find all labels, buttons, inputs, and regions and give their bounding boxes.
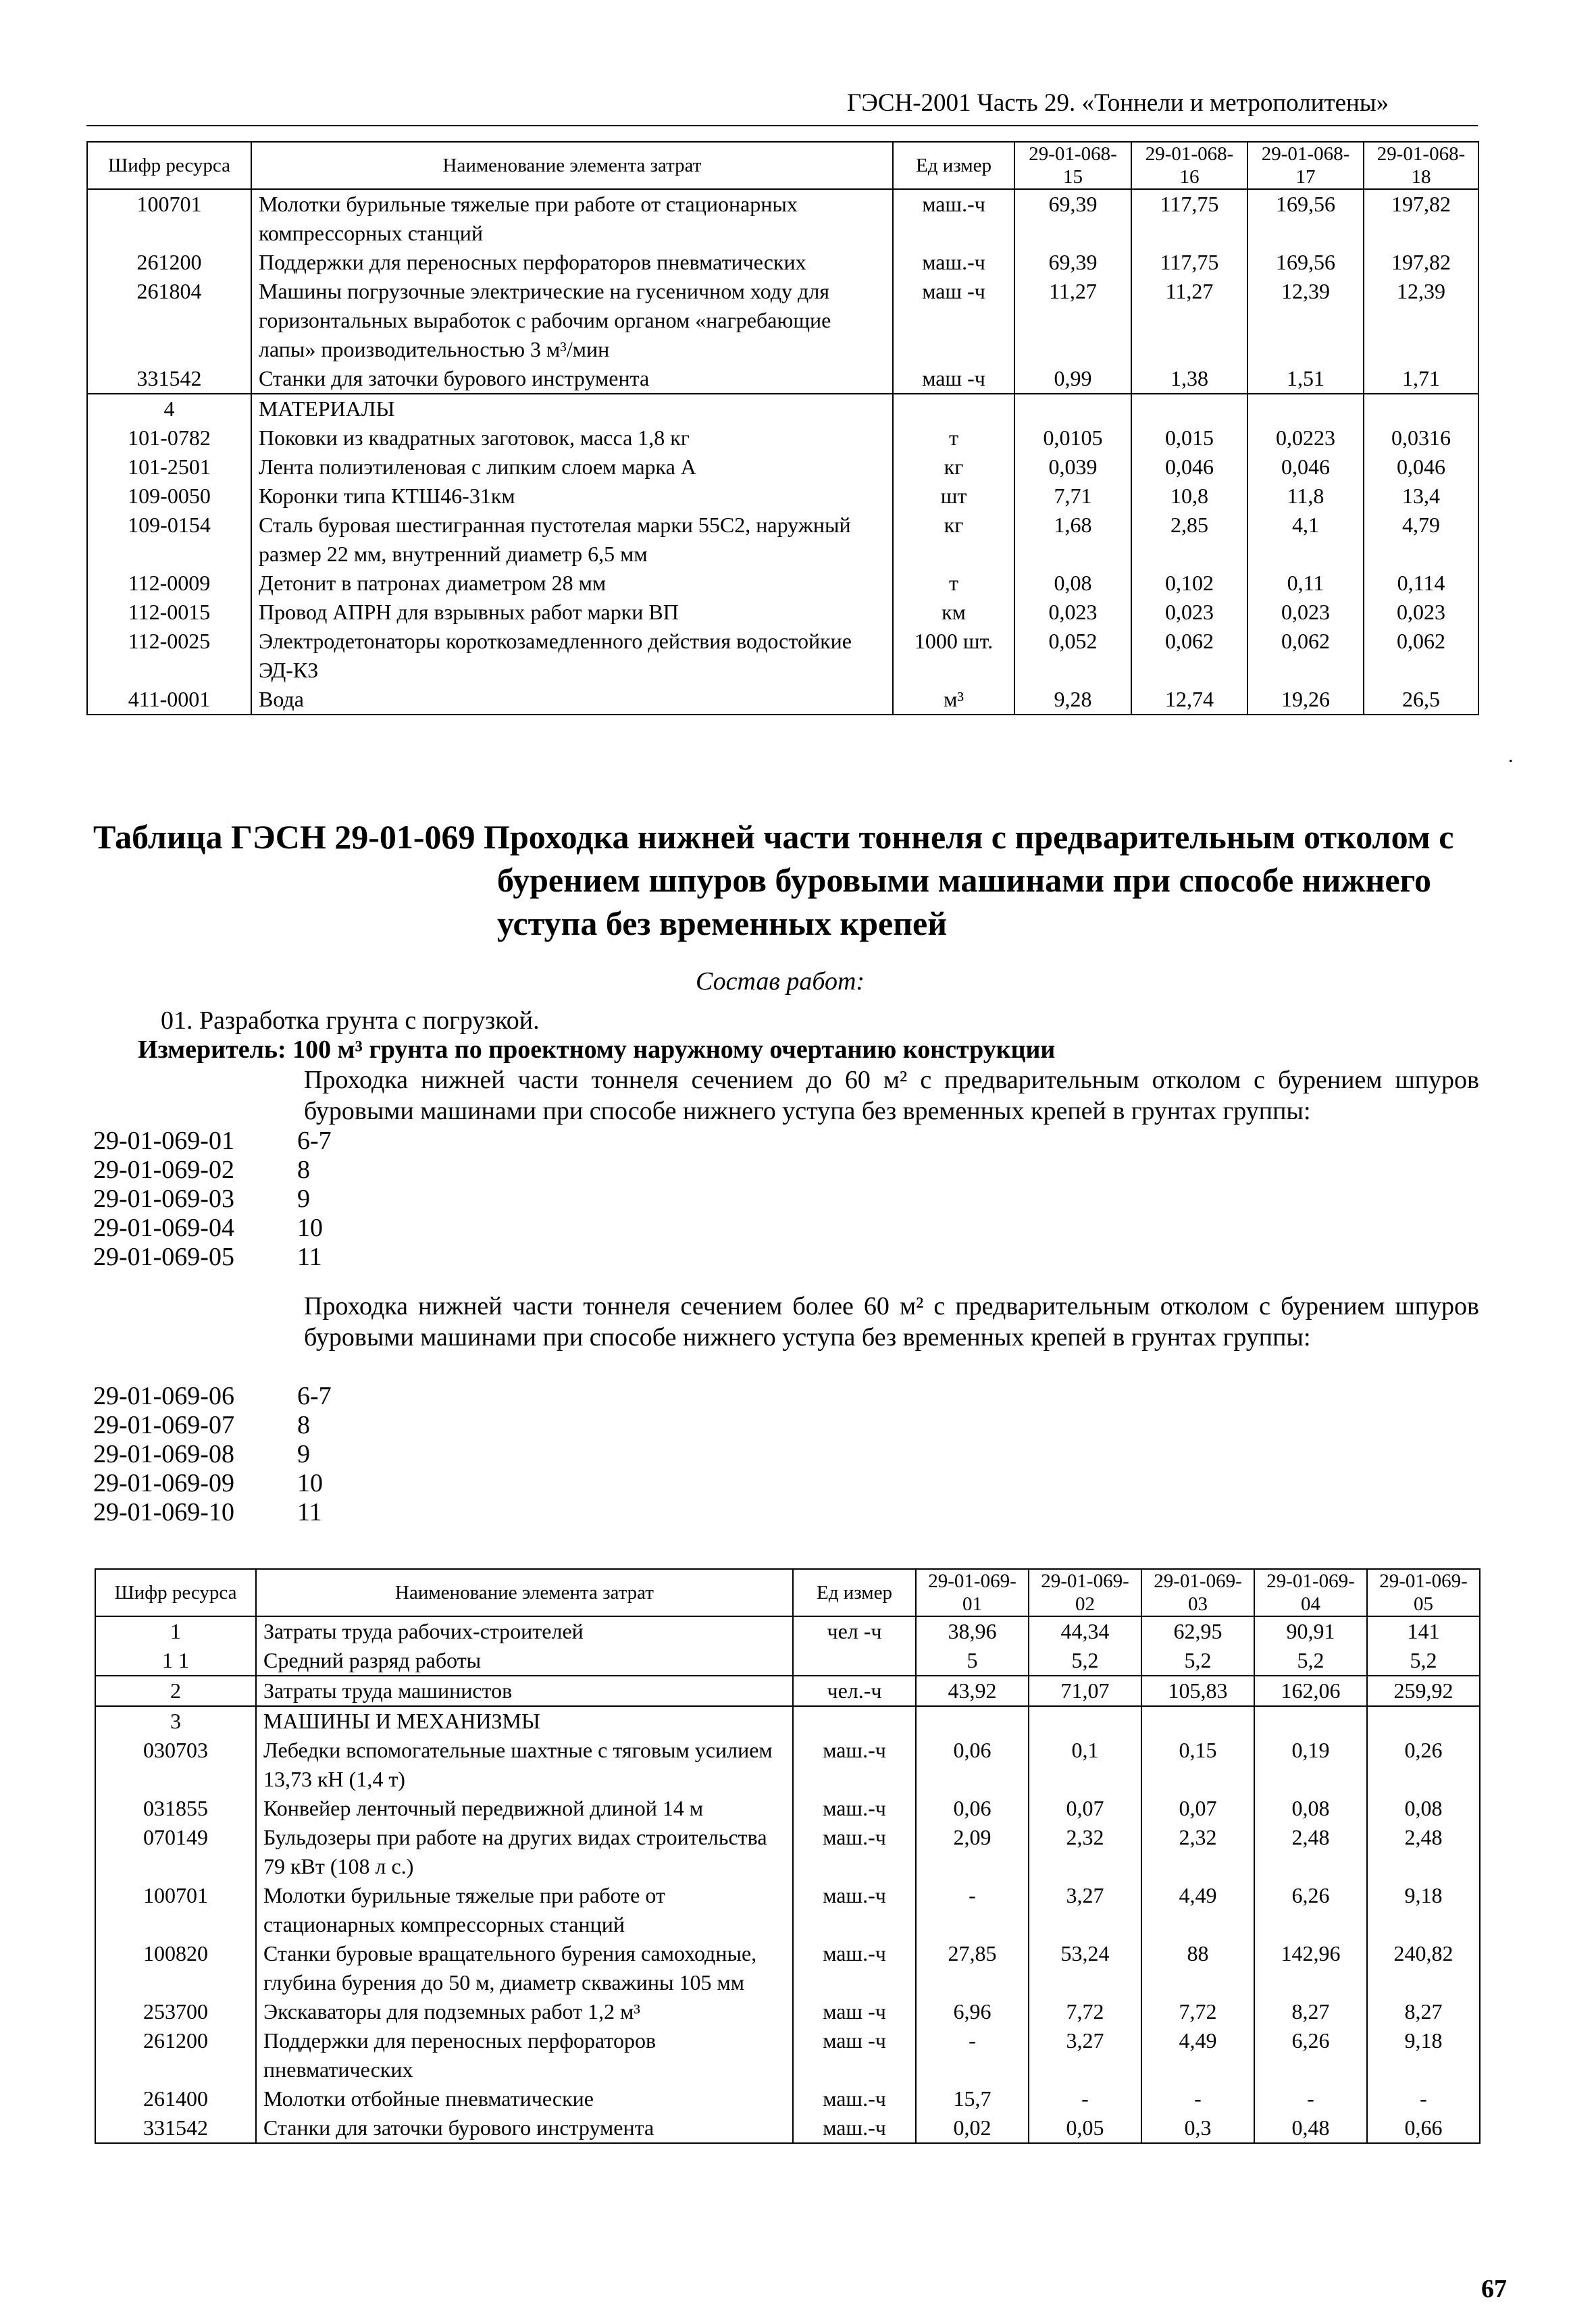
resource-value: 0,023 [1131, 598, 1247, 627]
resource-value: 9,18 [1367, 2026, 1480, 2084]
resource-value: 0,06 [916, 1736, 1029, 1794]
work-item: 01. Разработка грунта с погрузкой. [161, 1006, 540, 1035]
table-row [95, 1823, 1480, 1881]
resource-name: Станки для заточки бурового инструмента [256, 2113, 793, 2143]
table-row [95, 1997, 1480, 2026]
table-row [87, 685, 1478, 715]
resource-value: 0,023 [1247, 598, 1364, 627]
resource-value: 5,2 [1029, 1646, 1141, 1676]
soil-group: 6-7 [297, 1127, 332, 1155]
resource-value: 8,27 [1254, 1997, 1367, 2026]
resource-value: 0,102 [1131, 569, 1247, 598]
resource-value: 0,06 [916, 1794, 1029, 1823]
list-item [93, 1185, 332, 1214]
resource-value: 0,66 [1367, 2113, 1480, 2143]
table-row [87, 423, 1478, 453]
col-header-value: 29-01-069-02 [1029, 1569, 1141, 1616]
resource-value: 0,0105 [1014, 423, 1131, 453]
resource-name: Машины погрузочные электрические на гусеничном ходу для горизонтальных выработок с рабочим органом «нагребающие лапы» производительностью 3 м³/мин [251, 277, 893, 364]
list-item [93, 1440, 332, 1469]
resource-value: 162,06 [1254, 1676, 1367, 1706]
resource-code: 109-0154 [87, 511, 251, 569]
resource-name: Конвейер ленточный передвижной длиной 14 м [256, 1794, 793, 1823]
resource-code: 030703 [95, 1736, 256, 1794]
resource-value: 5,2 [1254, 1646, 1367, 1676]
resource-name: Молотки бурильные тяжелые при работе от стационарных компрессорных станций [251, 189, 893, 248]
resource-value: 240,82 [1367, 1939, 1480, 1997]
norm-code: 29-01-069-03 [93, 1185, 234, 1213]
resource-unit: маш -ч [893, 277, 1014, 364]
resource-value: 1,68 [1014, 511, 1131, 569]
table-row [87, 627, 1478, 685]
col-header-value: 29-01-068-16 [1131, 142, 1247, 189]
resource-unit: маш -ч [793, 2026, 916, 2084]
resource-unit: шт [893, 482, 1014, 511]
table-row [87, 511, 1478, 569]
table-row [95, 1881, 1480, 1939]
soil-group: 6-7 [297, 1382, 332, 1410]
table-row [95, 1736, 1480, 1794]
resource-value: 0,19 [1254, 1736, 1367, 1794]
resource-value: 10,8 [1131, 482, 1247, 511]
resource-unit: маш.-ч [793, 1794, 916, 1823]
resource-value: 117,75 [1131, 189, 1247, 248]
resource-code: 101-2501 [87, 453, 251, 482]
resource-value: 44,34 [1029, 1616, 1141, 1646]
resource-name: Бульдозеры при работе на других видах строительства 79 кВт (108 л с.) [256, 1823, 793, 1881]
table-header-row [95, 1569, 1480, 1616]
resource-value: 26,5 [1364, 685, 1478, 715]
resource-code: 253700 [95, 1997, 256, 2026]
table-row [87, 248, 1478, 277]
resource-value: 2,32 [1029, 1823, 1141, 1881]
resource-value: 2,85 [1131, 511, 1247, 569]
col-header-code: Шифр ресурса [95, 1569, 256, 1616]
resource-code: 112-0015 [87, 598, 251, 627]
resource-value: 0,023 [1364, 598, 1478, 627]
table-row [87, 598, 1478, 627]
resource-value: 1,38 [1131, 364, 1247, 394]
section-code: 3 [95, 1706, 256, 1736]
resource-value: 12,39 [1247, 277, 1364, 364]
table-row [95, 1939, 1480, 1997]
resource-code: 1 [95, 1616, 256, 1646]
resource-code: 261804 [87, 277, 251, 364]
list-item [93, 1411, 332, 1440]
resource-name: Молотки бурильные тяжелые при работе от стационарных компрессорных станций [256, 1881, 793, 1939]
resource-code: 261200 [95, 2026, 256, 2084]
resource-unit: т [893, 423, 1014, 453]
col-header-unit: Ед измер [893, 142, 1014, 189]
resource-value: 11,27 [1014, 277, 1131, 364]
resource-unit: м³ [893, 685, 1014, 715]
resource-value: 0,039 [1014, 453, 1131, 482]
table-row [87, 453, 1478, 482]
resource-value: 2,48 [1254, 1823, 1367, 1881]
section-name: МАШИНЫ И МЕХАНИЗМЫ [256, 1706, 793, 1736]
soil-group: 8 [297, 1411, 310, 1439]
resource-name: Станки буровые вращательного бурения самоходные, глубина бурения до 50 м, диаметр скважины 105 мм [256, 1939, 793, 1997]
resource-code: 101-0782 [87, 423, 251, 453]
section-code: 4 [87, 394, 251, 423]
col-header-name: Наименование элемента затрат [251, 142, 893, 189]
resource-value: 7,72 [1029, 1997, 1141, 2026]
resource-value: 62,95 [1141, 1616, 1254, 1646]
resource-value: 0,07 [1029, 1794, 1141, 1823]
resource-value: 0,26 [1367, 1736, 1480, 1794]
col-header-value: 29-01-068-15 [1014, 142, 1131, 189]
table-row [95, 1794, 1480, 1823]
resource-code: 112-0009 [87, 569, 251, 598]
col-header-value: 29-01-069-05 [1367, 1569, 1480, 1616]
table-header-row [87, 142, 1478, 189]
soil-group: 11 [297, 1498, 322, 1526]
resource-code: 2 [95, 1676, 256, 1706]
resource-value: 0,046 [1131, 453, 1247, 482]
norm-code: 29-01-069-08 [93, 1440, 234, 1468]
list-item [93, 1382, 332, 1411]
col-header-value: 29-01-069-03 [1141, 1569, 1254, 1616]
norm-code: 29-01-069-04 [93, 1214, 234, 1242]
resource-unit: маш.-ч [893, 189, 1014, 248]
resource-value: 0,114 [1364, 569, 1478, 598]
resource-value: 0,052 [1014, 627, 1131, 685]
table-row [95, 1616, 1480, 1646]
resource-code: 331542 [95, 2113, 256, 2143]
resource-value: 43,92 [916, 1676, 1029, 1706]
resource-code: 109-0050 [87, 482, 251, 511]
resource-value: 3,27 [1029, 2026, 1141, 2084]
resource-unit: маш.-ч [793, 1823, 916, 1881]
resource-unit: кг [893, 511, 1014, 569]
resource-value: 2,32 [1141, 1823, 1254, 1881]
resource-value: 90,91 [1254, 1616, 1367, 1646]
resource-value: 9,18 [1367, 1881, 1480, 1939]
resource-value: 4,79 [1364, 511, 1478, 569]
resource-table-068 [86, 141, 1479, 715]
resource-name: Станки для заточки бурового инструмента [251, 364, 893, 394]
resource-value: 5,2 [1367, 1646, 1480, 1676]
table-row [95, 2026, 1480, 2084]
col-header-value: 29-01-069-01 [916, 1569, 1029, 1616]
meter-value: 100 м³ грунта по проектному наружному очертанию конструкции [292, 1035, 1056, 1064]
resource-code: 1 1 [95, 1646, 256, 1676]
resource-value: 0,05 [1029, 2113, 1141, 2143]
running-header: ГЭСН-2001 Часть 29. «Тоннели и метрополитены» [847, 89, 1389, 117]
resource-value: 0,02 [916, 2113, 1029, 2143]
resource-value: 0,023 [1014, 598, 1131, 627]
resource-name: Коронки типа КТШ46-31км [251, 482, 893, 511]
resource-unit: чел -ч [793, 1616, 916, 1646]
norm-code: 29-01-069-02 [93, 1156, 234, 1184]
list-item [93, 1127, 332, 1156]
norm-code: 29-01-069-07 [93, 1411, 234, 1439]
resource-value: 0,15 [1141, 1736, 1254, 1794]
resource-value: 11,27 [1131, 277, 1247, 364]
group-2-code-list [93, 1382, 332, 1527]
resource-value: 0,0316 [1364, 423, 1478, 453]
resource-value: 5 [916, 1646, 1029, 1676]
table-row [95, 1646, 1480, 1676]
norm-code: 29-01-069-05 [93, 1243, 234, 1271]
resource-name: Электродетонаторы короткозамедленного действия водостойкие ЭД-КЗ [251, 627, 893, 685]
resource-value: 9,28 [1014, 685, 1131, 715]
norm-code: 29-01-069-06 [93, 1382, 234, 1410]
resource-name: Лебедки вспомогательные шахтные с тяговым усилием 13,73 кН (1,4 т) [256, 1736, 793, 1794]
resource-unit [793, 1646, 916, 1676]
resource-code: 411-0001 [87, 685, 251, 715]
resource-value: 3,27 [1029, 1881, 1141, 1939]
resource-name: Затраты труда рабочих-строителей [256, 1616, 793, 1646]
resource-value: 71,07 [1029, 1676, 1141, 1706]
resource-value: 197,82 [1364, 189, 1478, 248]
resource-code: 261200 [87, 248, 251, 277]
resource-code: 112-0025 [87, 627, 251, 685]
resource-code: 070149 [95, 1823, 256, 1881]
resource-value: 13,4 [1364, 482, 1478, 511]
resource-value: 53,24 [1029, 1939, 1141, 1997]
resource-value: 0,062 [1364, 627, 1478, 685]
norm-code: 29-01-069-10 [93, 1498, 234, 1526]
resource-name: Провод АПРН для взрывных работ марки ВП [251, 598, 893, 627]
soil-group: 11 [297, 1243, 322, 1271]
resource-unit: маш.-ч [793, 1881, 916, 1939]
resource-value: 2,48 [1367, 1823, 1480, 1881]
resource-code: 100820 [95, 1939, 256, 1997]
resource-value: 6,26 [1254, 1881, 1367, 1939]
resource-name: Экскаваторы для подземных работ 1,2 м³ [256, 1997, 793, 2026]
col-header-code: Шифр ресурса [87, 142, 251, 189]
table-row [95, 2084, 1480, 2113]
resource-value: 2,09 [916, 1823, 1029, 1881]
resource-value: - [916, 2026, 1029, 2084]
resource-table-069 [95, 1568, 1481, 2144]
resource-value: 0,062 [1247, 627, 1364, 685]
resource-unit: 1000 шт. [893, 627, 1014, 685]
resource-value: 0,08 [1367, 1794, 1480, 1823]
norm-code: 29-01-069-01 [93, 1127, 234, 1155]
resource-value: 0,11 [1247, 569, 1364, 598]
resource-value: - [1367, 2084, 1480, 2113]
col-header-value: 29-01-069-04 [1254, 1569, 1367, 1616]
resource-unit: т [893, 569, 1014, 598]
table-row [87, 189, 1478, 248]
section-row-machines [95, 1706, 1480, 1736]
resource-value: 1,71 [1364, 364, 1478, 394]
soil-group: 9 [297, 1440, 310, 1468]
resource-name: Лента полиэтиленовая с липким слоем марка А [251, 453, 893, 482]
col-header-name: Наименование элемента затрат [256, 1569, 793, 1616]
col-header-unit: Ед измер [793, 1569, 916, 1616]
resource-value: - [1141, 2084, 1254, 2113]
list-item [93, 1243, 332, 1272]
table-row [87, 277, 1478, 364]
resource-value: 1,51 [1247, 364, 1364, 394]
resource-name: Вода [251, 685, 893, 715]
col-header-value: 29-01-068-18 [1364, 142, 1478, 189]
resource-value: 69,39 [1014, 189, 1131, 248]
resource-name: Затраты труда машинистов [256, 1676, 793, 1706]
resource-name: Молотки отбойные пневматические [256, 2084, 793, 2113]
resource-name: Сталь буровая шестигранная пустотелая марки 55С2, наружный размер 22 мм, внутренний диаметр 6,5 мм [251, 511, 893, 569]
resource-value: 0,046 [1364, 453, 1478, 482]
resource-unit: маш.-ч [893, 248, 1014, 277]
resource-value: 15,7 [916, 2084, 1029, 2113]
resource-value: 6,96 [916, 1997, 1029, 2026]
list-item [93, 1469, 332, 1498]
resource-value: 141 [1367, 1616, 1480, 1646]
section-name: МАТЕРИАЛЫ [251, 394, 893, 423]
resource-unit: маш -ч [793, 1997, 916, 2026]
resource-value: 4,49 [1141, 2026, 1254, 2084]
col-header-value: 29-01-068-17 [1247, 142, 1364, 189]
table-row [95, 1676, 1480, 1706]
list-item [93, 1156, 332, 1185]
soil-group: 9 [297, 1185, 310, 1213]
table-row [87, 364, 1478, 394]
resource-unit: кг [893, 453, 1014, 482]
section-row-materials [87, 394, 1478, 423]
resource-unit: км [893, 598, 1014, 627]
table-title-line-3: уступа без временных крепей [497, 904, 948, 942]
table-title-line-1: Таблица ГЭСН 29-01-069 Проходка нижней части тоннеля с предварительным отколом с [93, 818, 1454, 856]
resource-code: 100701 [87, 189, 251, 248]
table-row [87, 482, 1478, 511]
resource-value: 4,1 [1247, 511, 1364, 569]
resource-unit: маш.-ч [793, 2084, 916, 2113]
table-title [93, 815, 1453, 945]
stray-mark: . [1508, 744, 1514, 767]
header-rule [86, 125, 1478, 126]
meter-label: Измеритель: [138, 1035, 286, 1064]
resource-name: Детонит в патронах диаметром 28 мм [251, 569, 893, 598]
resource-value: 197,82 [1364, 248, 1478, 277]
resource-value: 0,07 [1141, 1794, 1254, 1823]
resource-code: 261400 [95, 2084, 256, 2113]
resource-value: 117,75 [1131, 248, 1247, 277]
resource-value: 0,3 [1141, 2113, 1254, 2143]
resource-value: 4,49 [1141, 1881, 1254, 1939]
resource-value: - [916, 1881, 1029, 1939]
resource-value: 0,015 [1131, 423, 1247, 453]
resource-name: Поддержки для переносных перфораторов пневматических [256, 2026, 793, 2084]
resource-value: 27,85 [916, 1939, 1029, 1997]
resource-value: 7,71 [1014, 482, 1131, 511]
resource-value: 0,062 [1131, 627, 1247, 685]
resource-value: 69,39 [1014, 248, 1131, 277]
resource-value: 88 [1141, 1939, 1254, 1997]
resource-unit: чел.-ч [793, 1676, 916, 1706]
page-number: 67 [1481, 2275, 1507, 2303]
composition-label: Состав работ: [696, 967, 865, 996]
soil-group: 8 [297, 1156, 310, 1184]
resource-value: 259,92 [1367, 1676, 1480, 1706]
resource-value: 105,83 [1141, 1676, 1254, 1706]
table-row [87, 569, 1478, 598]
resource-name: Поддержки для переносных перфораторов пневматических [251, 248, 893, 277]
resource-value: 12,39 [1364, 277, 1478, 364]
resource-value: 169,56 [1247, 189, 1364, 248]
soil-group: 10 [297, 1214, 323, 1242]
resource-value: - [1254, 2084, 1367, 2113]
resource-value: 12,74 [1131, 685, 1247, 715]
resource-value: 0,08 [1254, 1794, 1367, 1823]
norm-code: 29-01-069-09 [93, 1469, 234, 1497]
group-1-code-list [93, 1127, 332, 1272]
resource-value: 142,96 [1254, 1939, 1367, 1997]
soil-group: 10 [297, 1469, 323, 1497]
resource-value: 0,0223 [1247, 423, 1364, 453]
resource-value: 5,2 [1141, 1646, 1254, 1676]
resource-name: Поковки из квадратных заготовок, масса 1,8 кг [251, 423, 893, 453]
resource-value: 11,8 [1247, 482, 1364, 511]
table-title-line-2: бурением шпуров буровыми машинами при способе нижнего [497, 861, 1432, 899]
list-item [93, 1214, 332, 1243]
resource-value: 19,26 [1247, 685, 1364, 715]
resource-value: 38,96 [916, 1616, 1029, 1646]
resource-value: 0,08 [1014, 569, 1131, 598]
resource-unit: маш.-ч [793, 1939, 916, 1997]
resource-code: 331542 [87, 364, 251, 394]
resource-value: 0,48 [1254, 2113, 1367, 2143]
resource-value: 7,72 [1141, 1997, 1254, 2026]
resource-value: 0,99 [1014, 364, 1131, 394]
resource-name: Средний разряд работы [256, 1646, 793, 1676]
resource-code: 031855 [95, 1794, 256, 1823]
group-1-description: Проходка нижней части тоннеля сечением до 60 м² с предварительным отколом с бурением шпуров буровыми машинами при способе нижнего уступа без временных крепей в грунтах группы: [304, 1066, 1479, 1125]
resource-unit: маш.-ч [793, 1736, 916, 1794]
resource-unit: маш -ч [893, 364, 1014, 394]
meter-line [138, 1035, 1055, 1064]
resource-value: 6,26 [1254, 2026, 1367, 2084]
resource-value: 169,56 [1247, 248, 1364, 277]
list-item [93, 1498, 332, 1527]
resource-code: 100701 [95, 1881, 256, 1939]
resource-unit: маш.-ч [793, 2113, 916, 2143]
resource-value: - [1029, 2084, 1141, 2113]
resource-value: 8,27 [1367, 1997, 1480, 2026]
group-2-description: Проходка нижней части тоннеля сечением более 60 м² с предварительным отколом с бурением шпуров буровыми машинами при способе нижнего уступа без временных крепей в грунтах группы: [304, 1292, 1479, 1352]
table-row [95, 2113, 1480, 2143]
resource-value: 0,046 [1247, 453, 1364, 482]
resource-value: 0,1 [1029, 1736, 1141, 1794]
